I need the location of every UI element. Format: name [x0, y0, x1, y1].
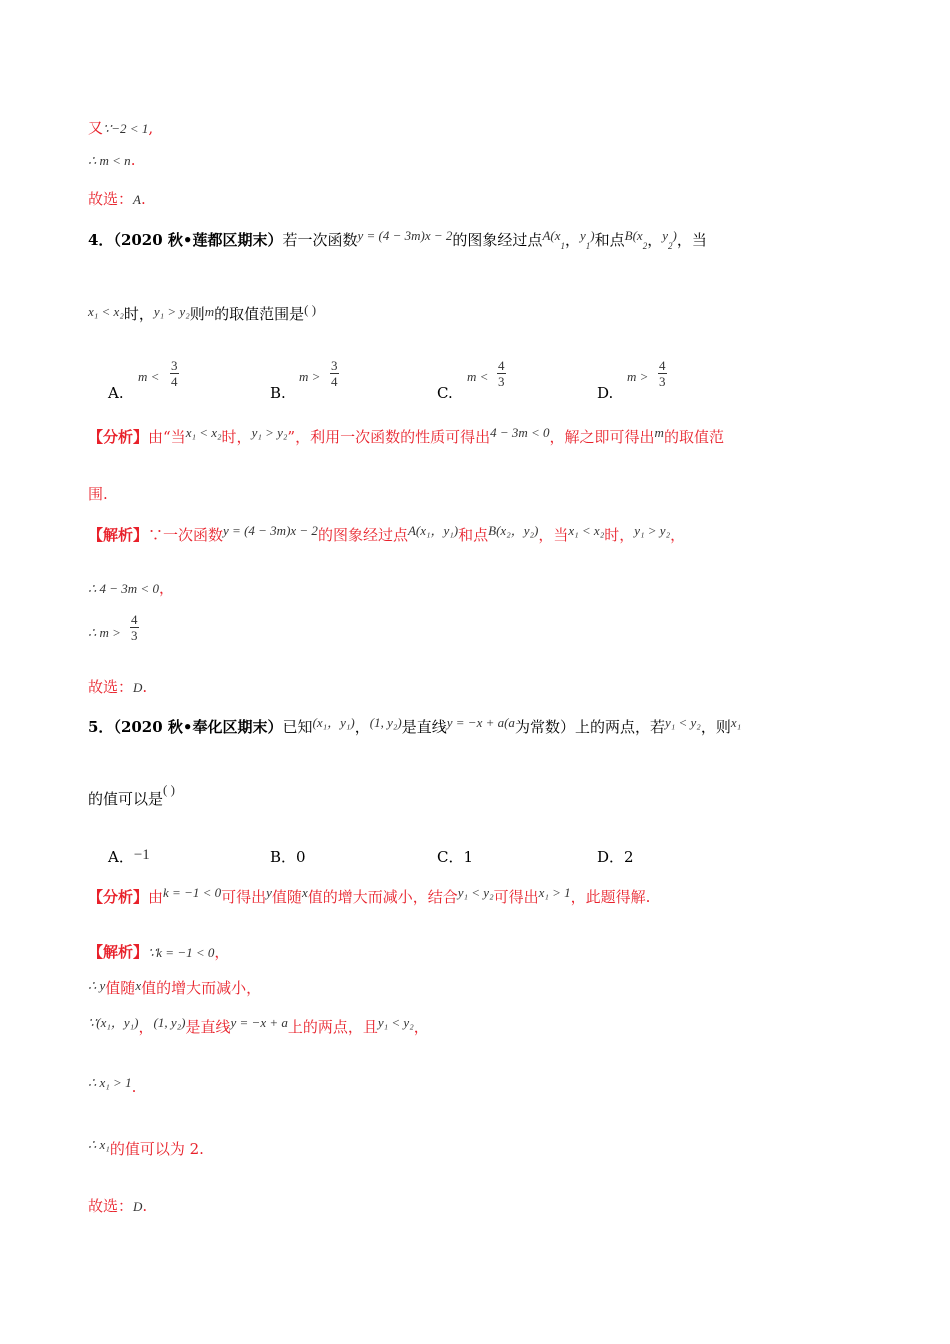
q4-analysis: [88, 427, 724, 448]
math: ): [672, 228, 677, 243]
q4-analysis-cont: [88, 484, 108, 504]
text: .: [142, 678, 148, 696]
answer-blank: ( ): [304, 302, 317, 317]
answer-blank: ( ): [163, 782, 175, 797]
math: ∵−2 < 1: [103, 121, 149, 136]
math: m: [204, 304, 215, 319]
math: y₁): [443, 523, 459, 538]
math: x₁ < x₂: [88, 304, 124, 319]
text: 是直线: [401, 718, 447, 736]
math: D: [133, 680, 143, 695]
text: 则: [189, 305, 205, 323]
math: A(x₁，: [407, 523, 444, 538]
text: ，当: [676, 231, 707, 249]
q4-solution-2: [88, 578, 174, 599]
text: ，: [670, 526, 686, 544]
q4-solution-3: [88, 612, 138, 643]
text: 已知: [282, 718, 313, 736]
numerator: 4: [659, 358, 666, 373]
text: 时，: [604, 526, 635, 544]
math: ∵k = −1 < 0: [148, 945, 215, 960]
solution-tag: 【解析】: [88, 943, 149, 961]
math: ): [590, 228, 595, 243]
q5-option-c: [437, 846, 473, 867]
q5-option-d: [597, 846, 634, 867]
text: 值的增大而减小，: [141, 979, 262, 997]
text: 故选：: [88, 678, 134, 696]
text: ，则: [700, 718, 731, 736]
option-label: A.: [108, 384, 124, 402]
text: 和点: [458, 526, 489, 544]
prev-step-2: [88, 150, 135, 171]
option-label: C．: [437, 848, 464, 866]
math: y₁ < y₂: [377, 1015, 414, 1030]
math: (x₁，: [312, 715, 341, 730]
math: ∴ y: [88, 978, 106, 993]
math: y₁): [340, 715, 355, 730]
text: ，: [647, 231, 663, 249]
text: ，: [354, 718, 370, 736]
math: (1, y₂): [153, 1015, 186, 1030]
option-label: D.: [597, 384, 614, 402]
option-label: B.: [270, 384, 286, 402]
text: 是直线: [185, 1018, 231, 1036]
text: 可得出: [221, 888, 267, 906]
text: 和点: [594, 231, 625, 249]
q5-stem-line2: [88, 782, 175, 810]
solution-tag: 【解析】: [88, 526, 149, 544]
math: ∵(x₁，: [88, 1015, 124, 1030]
text: 时，: [221, 428, 252, 446]
text: ，: [413, 1018, 429, 1036]
math: x₁ > 1: [538, 885, 571, 900]
math: ∴ 4 − 3m < 0: [88, 581, 159, 596]
question-source: （2020 秋•奉化区期末）: [113, 718, 283, 736]
text: 又: [88, 119, 104, 137]
q5-solution-5: [88, 1139, 204, 1160]
text: .: [130, 151, 136, 169]
text: 值随: [105, 979, 136, 997]
q4-solution-1: [88, 525, 685, 546]
text: 的值可以是: [88, 790, 164, 808]
q5-solution-1: [88, 942, 229, 963]
text: 围.: [88, 485, 108, 503]
math: y = −x + a(a: [446, 715, 515, 730]
text: ，: [138, 1018, 154, 1036]
text: ，解之即可得出: [549, 428, 655, 446]
math: ∴ x₁: [88, 1137, 110, 1152]
option-value: 0: [296, 848, 306, 866]
option-label: A．: [108, 848, 134, 866]
text: 的图象经过点: [317, 526, 408, 544]
text: ，: [214, 943, 230, 961]
q5-solution-2: [88, 978, 261, 999]
math: y₁ < y₂: [457, 885, 494, 900]
text: 值随: [271, 888, 302, 906]
text: 的取值范围是: [214, 305, 305, 323]
math: (1, y₂): [369, 715, 402, 730]
math: m <: [138, 369, 160, 384]
q4-answer: [88, 677, 147, 698]
q5-stem-line1: [88, 717, 741, 738]
math: B(x₂，: [488, 523, 524, 538]
text: 故选：: [88, 1197, 134, 1215]
math: x₁ < x₂: [568, 523, 605, 538]
numerator: 4: [131, 612, 138, 627]
math: x: [135, 978, 142, 993]
text: 的图象经过点: [452, 231, 543, 249]
math: A: [133, 192, 141, 207]
q5-option-b: [270, 846, 306, 867]
math: 1: [560, 241, 565, 251]
q5-analysis: [88, 887, 650, 908]
text: 值的增大而减小，结合: [307, 888, 458, 906]
math: y: [662, 228, 668, 243]
math: m: [654, 425, 664, 440]
option-value: 1: [463, 848, 474, 866]
math: ∴ x₁ > 1: [88, 1075, 132, 1090]
numerator: 3: [171, 358, 178, 373]
math: y₂): [523, 523, 539, 538]
math: y₁ > y₂: [153, 304, 190, 319]
text: ”，利用一次函数的性质可得出: [287, 428, 491, 446]
math: k = −1 < 0: [163, 885, 222, 900]
fraction: [170, 358, 179, 389]
denominator: 4: [331, 374, 338, 389]
math: y₁ > y₂: [634, 523, 671, 538]
math: y = −x + a: [230, 1015, 288, 1030]
prev-answer: [88, 189, 146, 210]
math: y₁): [123, 1015, 139, 1030]
q5-solution-3: [88, 1017, 429, 1038]
math: ∴ m >: [88, 625, 121, 640]
text: ，此题得解.: [570, 888, 651, 906]
question-number: 4．: [88, 231, 114, 249]
math: 2: [642, 241, 648, 251]
q5-option-a: [108, 846, 150, 867]
math: y = (4 − 3m)x − 2: [357, 228, 453, 243]
math: m <: [467, 369, 489, 384]
option-label: B．: [270, 848, 297, 866]
denominator: 4: [171, 374, 178, 389]
text: 的值可以为 2.: [109, 1140, 204, 1158]
math: 2: [667, 241, 673, 251]
q5-solution-4: [88, 1077, 136, 1098]
text: 由: [148, 888, 164, 906]
fraction: [130, 612, 139, 643]
text: ，: [564, 231, 580, 249]
prev-step-1: [88, 118, 153, 139]
text: ，当: [538, 526, 569, 544]
option-label: D．: [597, 848, 625, 866]
option-value: 2: [624, 848, 634, 866]
math: y: [266, 885, 272, 900]
math: m >: [627, 369, 649, 384]
text: .: [140, 190, 146, 208]
text: 上的两点，且: [287, 1018, 378, 1036]
q4-stem-line2: [88, 304, 316, 325]
math: y = (4 − 3m)x − 2: [223, 523, 318, 538]
numerator: 3: [331, 358, 338, 373]
text: ,: [148, 119, 154, 137]
fraction: [658, 358, 667, 389]
math: y: [580, 228, 586, 243]
math: y₁ > y₂: [251, 425, 288, 440]
math: D: [133, 1199, 143, 1214]
text: 由“当: [148, 428, 186, 446]
text: .: [142, 1197, 148, 1215]
denominator: 3: [659, 374, 666, 389]
math: 4 − 3m < 0: [490, 425, 550, 440]
analysis-tag: 【分析】: [88, 428, 149, 446]
fraction: [497, 358, 506, 389]
fraction: [330, 358, 339, 389]
math: x: [301, 885, 308, 900]
math: 1: [585, 241, 591, 251]
denominator: 3: [498, 374, 505, 389]
text: 若一次函数: [282, 231, 358, 249]
text: .: [131, 1078, 137, 1096]
text: ，: [158, 579, 174, 597]
math: x₁: [730, 715, 742, 730]
text: 故选：: [88, 190, 134, 208]
math: B(x: [624, 228, 643, 243]
text: 为常数）上的两点，若: [514, 718, 665, 736]
analysis-tag: 【分析】: [88, 888, 149, 906]
text: 可得出: [493, 888, 539, 906]
text: 的取值范: [663, 428, 724, 446]
numerator: 4: [498, 358, 505, 373]
math: y₁ < y₂: [664, 715, 701, 730]
question-number: 5．: [88, 718, 114, 736]
option-value: −1: [133, 847, 150, 863]
question-source: （2020 秋•莲都区期末）: [113, 231, 283, 249]
text: ∵一次函数: [148, 526, 224, 544]
math: ∴ m < n: [88, 153, 131, 168]
option-label: C.: [437, 384, 453, 402]
denominator: 3: [131, 628, 138, 643]
math: A(x: [542, 228, 561, 243]
text: 时，: [123, 305, 154, 323]
math: m >: [299, 369, 321, 384]
math: x₁ < x₂: [185, 425, 222, 440]
q5-answer: [88, 1196, 147, 1217]
q4-stem-line1: [88, 230, 707, 256]
